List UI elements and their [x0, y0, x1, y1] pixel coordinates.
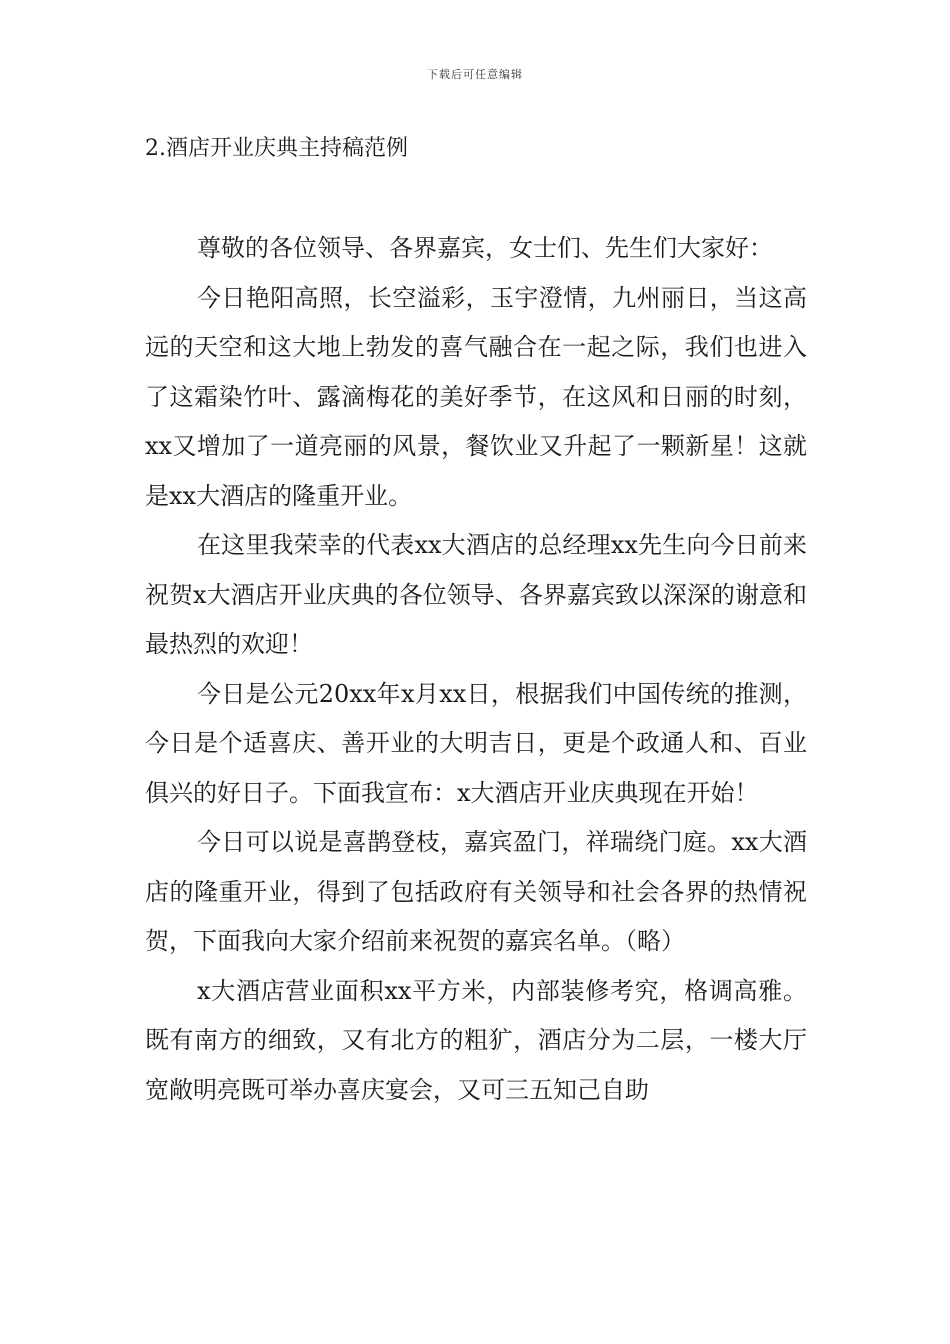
document-body [145, 224, 807, 1115]
paragraph-opening: 今日艳阳高照，长空溢彩，玉宇澄情，九州丽日，当这高远的天空和这大地上勃发的喜气融合在一起之际，我们也进入了这霜染竹叶、露滴梅花的美好季节，在这风和日丽的时刻，xx又增加了一道亮丽的风景，餐饮业又升起了一颗新星！这就是xx大酒店的隆重开业。 [145, 283, 807, 510]
paragraph-announcement: 今日是公元20xx年x月xx日，根据我们中国传统的推测，今日是个适喜庆、善开业的大明吉日，更是个政通人和、百业俱兴的好日子。下面我宣布：x大酒店开业庆典现在开始！ [145, 679, 807, 807]
document-title: 2.酒店开业庆典主持稿范例 [145, 136, 408, 161]
paragraph-greeting: 尊敬的各位领导、各界嘉宾，女士们、先生们大家好： [197, 234, 773, 262]
paragraph-welcome: 在这里我荣幸的代表xx大酒店的总经理xx先生向今日前来祝贺x大酒店开业庆典的各位领导、各界嘉宾致以深深的谢意和最热烈的欢迎！ [145, 531, 807, 658]
header-note: 下载后可任意编辑 [427, 68, 523, 81]
paragraph-hotel-intro: x大酒店营业面积xx平方米，内部装修考究，格调高雅。既有南方的细致，又有北方的粗犷，酒店分为二层，一楼大厅宽敞明亮既可举办喜庆宴会，又可三五知己自助 [145, 976, 807, 1104]
paragraph-guests: 今日可以说是喜鹊登枝，嘉宾盈门，祥瑞绕门庭。xx大酒店的隆重开业，得到了包括政府有关领导和社会各界的热情祝贺，下面我向大家介绍前来祝贺的嘉宾名单。（略） [145, 828, 807, 955]
